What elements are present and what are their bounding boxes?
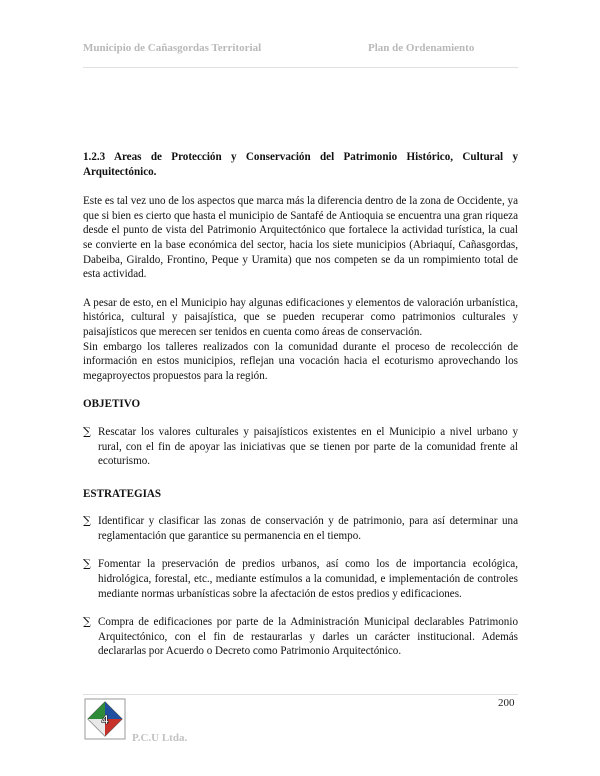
company-logo-icon (84, 698, 126, 740)
list-item (83, 425, 518, 469)
list-item (83, 557, 518, 601)
objetivo-heading: OBJETIVO (83, 398, 141, 411)
estrategias-list (83, 514, 518, 659)
estrategia-item-text: Identificar y clasificar las zonas de conservación y de patrimonio, para así determinar una reglamentación que garantice su permanencia en el tiempo. (98, 515, 518, 542)
intro-paragraph: Este es tal vez uno de los aspectos que marca más la diferencia dentro de la zona de Occidente, ya que si bien es cierto que hasta el municipio de Santafé de Antioquia se encuentra una gran riqueza desde el punto de vista del Patrimonio Arquitectónico que fortalece la actividad turística, la cual se convierte en la base económica del sector, hacia los siete municipios (Abriaquí, Cañasgordas, Dabeiba, Giraldo, Frontino, Peque y Uramita) que nos competen se da un rompimiento total de esta actividad. (83, 195, 518, 281)
list-item (83, 514, 518, 543)
page-number: 200 (498, 697, 515, 709)
list-item (83, 615, 518, 659)
company-name: P.C.U Ltda. (132, 732, 188, 744)
bullet-sigma-icon: ∑ (83, 615, 91, 629)
header-municipality: Municipio de Cañasgordas Territorial (83, 42, 262, 54)
logo-number: 4 (101, 712, 109, 727)
bullet-sigma-icon: ∑ (83, 424, 91, 438)
bullet-sigma-icon: ∑ (83, 514, 91, 528)
header-plan-title: Plan de Ordenamiento (368, 42, 475, 54)
footer-divider (83, 694, 518, 695)
heritage-paragraph: A pesar de esto, en el Municipio hay algunas edificaciones y elementos de valoración urbanística, histórica, cultural y paisajística, que se pueden recuperar como patrimonios culturales y paisajísticos que merecen ser tenidos en cuenta como áreas de conservación. (83, 296, 518, 338)
estrategias-heading: ESTRATEGIAS (83, 487, 162, 500)
main-content (83, 150, 518, 673)
estrategia-item-text: Compra de edificaciones por parte de la Administración Municipal declarables Patrimonio Arquitectónico, con el fin de restaurarlas y darles un carácter institucional. Además declararlas por Acuerdo o Decreto como Patrimonio Arquitectónico. (98, 616, 518, 658)
header-divider (83, 67, 518, 68)
bullet-sigma-icon: ∑ (83, 557, 91, 571)
workshops-paragraph: Sin embargo los talleres realizados con la comunidad durante el proceso de recolección de información en estos municipios, reflejan una vocación hacia el ecoturismo aprovechando los megaproyectos propuestos para la región. (83, 340, 518, 382)
estrategia-item-text: Fomentar la preservación de predios urbanos, así como los de importancia ecológica, hidrológica, forestal, etc., mediante estímulos a la comunidad, e implementación de controles mediante normas urbanísticas sobre la afectación de estos predios y edificaciones. (98, 558, 518, 600)
objetivo-item-text: Rescatar los valores culturales y paisajísticos existentes en el Municipio a nivel urbano y rural, con el fin de apoyar las iniciativas que se tienen por parte de la comunidad frente al ecoturismo. (98, 425, 518, 468)
section-title: 1.2.3 Areas de Protección y Conservación del Patrimonio Histórico, Cultural y Arquitectónico. (83, 151, 518, 178)
objetivo-list (83, 425, 518, 469)
